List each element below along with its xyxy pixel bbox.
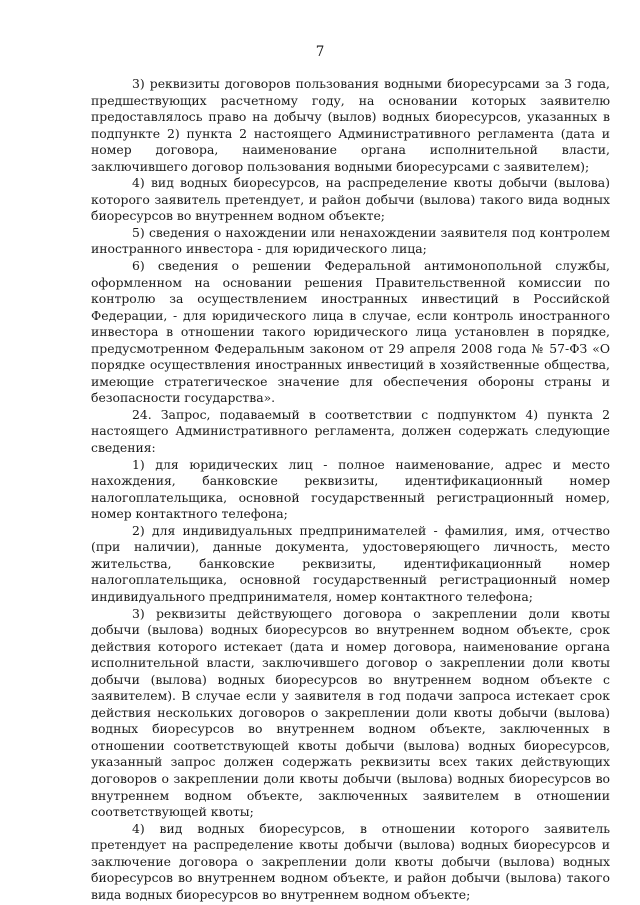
- paragraph-item-6-fas-decision: 6) сведения о решении Федеральной антимонопольной службы, оформленном на основании решения Правительственной комиссии по контролю за осуществлением иностранных инвестиций в Российской Федерации, - для юридического лица в случае, если контроль иностранного инвестора в отношении такого юридического лица установлен в порядке, предусмотренном Федеральным законом от 29 апреля 2008 года № 57-ФЗ «О порядке осуществления иностранных инвестиций в хозяйственные общества, имеющие стратегическое значение для обеспечения обороны страны и безопасности государства».: [91, 258, 610, 406]
- paragraph-section-24-item-2: 2) для индивидуальных предпринимателей - фамилия, имя, отчество (при наличии), данные документа, удостоверяющего личность, место жительства, банковские реквизиты, идентификационный номер налогоплательщика, основной государственный регистрационный номер индивидуального предпринимателя, номер контактного телефона;: [91, 522, 610, 604]
- paragraph-item-3-contracts: 3) реквизиты договоров пользования водными биоресурсами за 3 года, предшествующих расчетному году, на основании которых заявителю предоставлялось право на добычу (вылов) водных биоресурсов, указанных в подпункте 2) пункта 2 настоящего Административного регламента (дата и номер договора, наименование органа исполнительной власти, заключившего договор пользования водными биоресурсами с заявителем);: [91, 76, 610, 174]
- paragraph-section-24-item-1: 1) для юридических лиц - полное наименование, адрес и место нахождения, банковские реквизиты, идентификационный номер налогоплательщика, основной государственный регистрационный номер, номер контактного телефона;: [91, 456, 610, 522]
- paragraph-section-24-item-3: 3) реквизиты действующего договора о закреплении доли квоты добычи (вылова) водных биоресурсов во внутреннем водном объекте, срок действия которого истекает (дата и номер договора, наименование органа исполнительной власти, заключившего договор о закреплении доли квоты добычи (вылова) водных биоресурсов во внутреннем водном объекте с заявителем). В случае если у заявителя в год подачи запроса истекает срок действия нескольких договоров о закреплении доли квоты добычи (вылова) водных биоресурсов во внутреннем водном объекте, заключенных в отношении соответствующей квоты добычи (вылова) водных биоресурсов, указанный запрос должен содержать реквизиты всех таких действующих договоров о закреплении доли квоты добычи (вылова) водных биоресурсов во внутреннем водном объекте, заключенных заявителем в отношении соответствующей квоты;: [91, 605, 610, 820]
- paragraph-section-24: 24. Запрос, подаваемый в соответствии с подпунктом 4) пункта 2 настоящего Административного регламента, должен содержать следующие сведения:: [91, 406, 610, 456]
- document-body: [91, 76, 610, 903]
- page-number: 7: [315, 44, 325, 60]
- paragraph-item-4-species: 4) вид водных биоресурсов, на распределение квоты добычи (вылова) которого заявитель претендует, и район добычи (вылова) такого вида водных биоресурсов во внутреннем водном объекте;: [91, 175, 610, 224]
- paragraph-section-24-item-4: 4) вид водных биоресурсов, в отношении которого заявитель претендует на распределение квоты добычи (вылова) водных биоресурсов и заключение договора о закреплении доли квоты добычи (вылова) водных биоресурсов во внутреннем водном объекте, и район добычи (вылова) такого вида водных биоресурсов во внутреннем водном объекте;: [91, 820, 610, 902]
- paragraph-item-5-foreign-control: 5) сведения о нахождении или ненахождении заявителя под контролем иностранного инвестора - для юридического лица;: [91, 224, 610, 257]
